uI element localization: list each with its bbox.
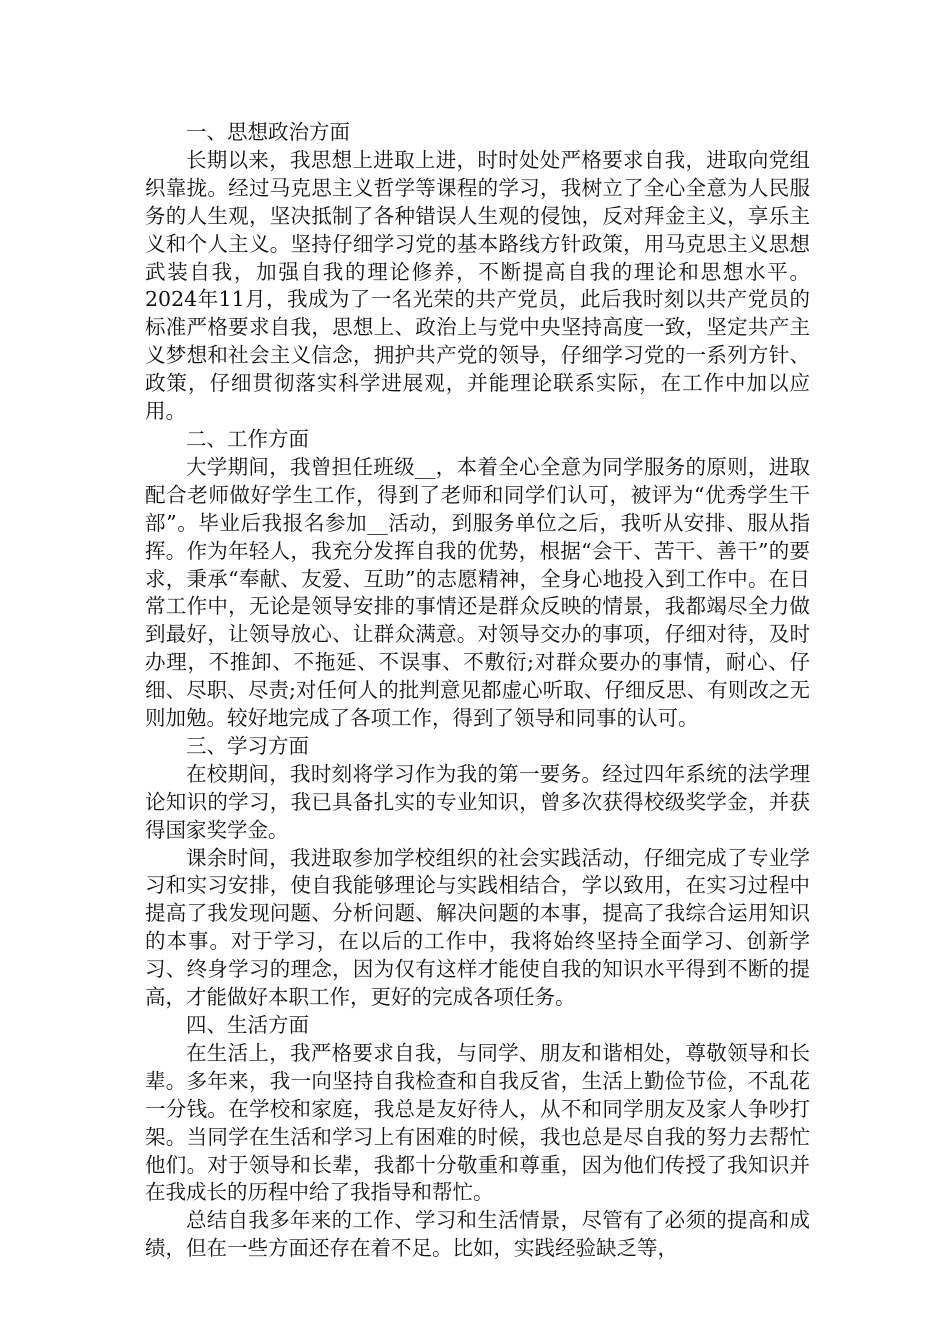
section-heading-study: 三、学习方面	[186, 733, 309, 758]
section-heading-life: 四、生活方面	[186, 1013, 309, 1037]
document-body	[145, 119, 810, 1263]
section-heading-work: 二、工作方面	[186, 426, 309, 451]
paragraph-work: 大学期间，我曾担任班级__，本着全心全意为同学服务的原则，进取配合老师做好学生工作，得到了老师和同学们认可，被评为“优秀学生干部”。毕业后我报名参加__活动，到服务单位之后，我听从安排、服从指挥。作为年轻人，我充分发挥自我的优势，根据“会干、苦干、善干”的要求，秉承“奉献、友爱、互助”的志愿精神，全身心地投入到工作中。在日常工作中，无论是领导安排的事情还是群众反映的情景，我都竭尽全力做到最好，让领导放心、让群众满意。对领导交办的事项，仔细对待，及时办理，不推卸、不拖延、不误事、不敷衍;对群众要办的事情，耐心、仔细、尽职、尽责;对任何人的批判意见都虚心听取、仔细反思、有则改之无则加勉。较好地完成了各项工作，得到了领导和同事的认可。	[145, 454, 810, 731]
paragraph-life-1: 在生活上，我严格要求自我，与同学、朋友和谐相处，尊敬领导和长辈。多年来，我一向坚持自我检查和自我反省，生活上勤俭节俭，不乱花一分钱。在学校和家庭，我总是友好待人，从不和同学朋友及家人争吵打架。当同学在生活和学习上有困难的时候，我也总是尽自我的努力去帮忙他们。对于领导和长辈，我都十分敬重和尊重，因为他们传授了我知识并在我成长的历程中给了我指导和帮忙。	[145, 1040, 810, 1205]
paragraph-summary: 总结自我多年来的工作、学习和生活情景，尽管有了必须的提高和成绩，但在一些方面还存在着不足。比如，实践经验缺乏等，	[145, 1208, 810, 1261]
paragraph-political: 长期以来，我思想上进取上进，时时处处严格要求自我，进取向党组织靠拢。经过马克思主义哲学等课程的学习，我树立了全心全意为人民服务的人生观，坚决抵制了各种错误人生观的侵蚀，反对拜金主义，享乐主义和个人主义。坚持仔细学习党的基本路线方针政策，用马克思主义思想武装自我，加强自我的理论修养，不断提高自我的理论和思想水平。2024年11月，我成为了一名光荣的共产党员，此后我时刻以共产党员的标准严格要求自我，思想上、政治上与党中央坚持高度一致，坚定共产主义梦想和社会主义信念，拥护共产党的领导，仔细学习党的一系列方针、政策，仔细贯彻落实科学进展观，并能理论联系实际，在工作中加以应用。	[145, 147, 810, 424]
paragraph-study-1: 在校期间，我时刻将学习作为我的第一要务。经过四年系统的法学理论知识的学习，我已具备扎实的专业知识，曾多次获得校级奖学金，并获得国家奖学金。	[145, 761, 810, 842]
section-heading-political: 一、思想政治方面	[186, 120, 350, 144]
paragraph-study-2: 课余时间，我进取参加学校组织的社会实践活动，仔细完成了专业学习和实习安排，使自我能够理论与实践相结合，学以致用，在实习过程中提高了我发现问题、分析问题、解决问题的本事，提高了我综合运用知识的本事。对于学习，在以后的工作中，我将始终坚持全面学习、创新学习、终身学习的理念，因为仅有这样才能使自我的知识水平得到不断的提高，才能做好本职工作，更好的完成各项任务。	[145, 845, 810, 1010]
